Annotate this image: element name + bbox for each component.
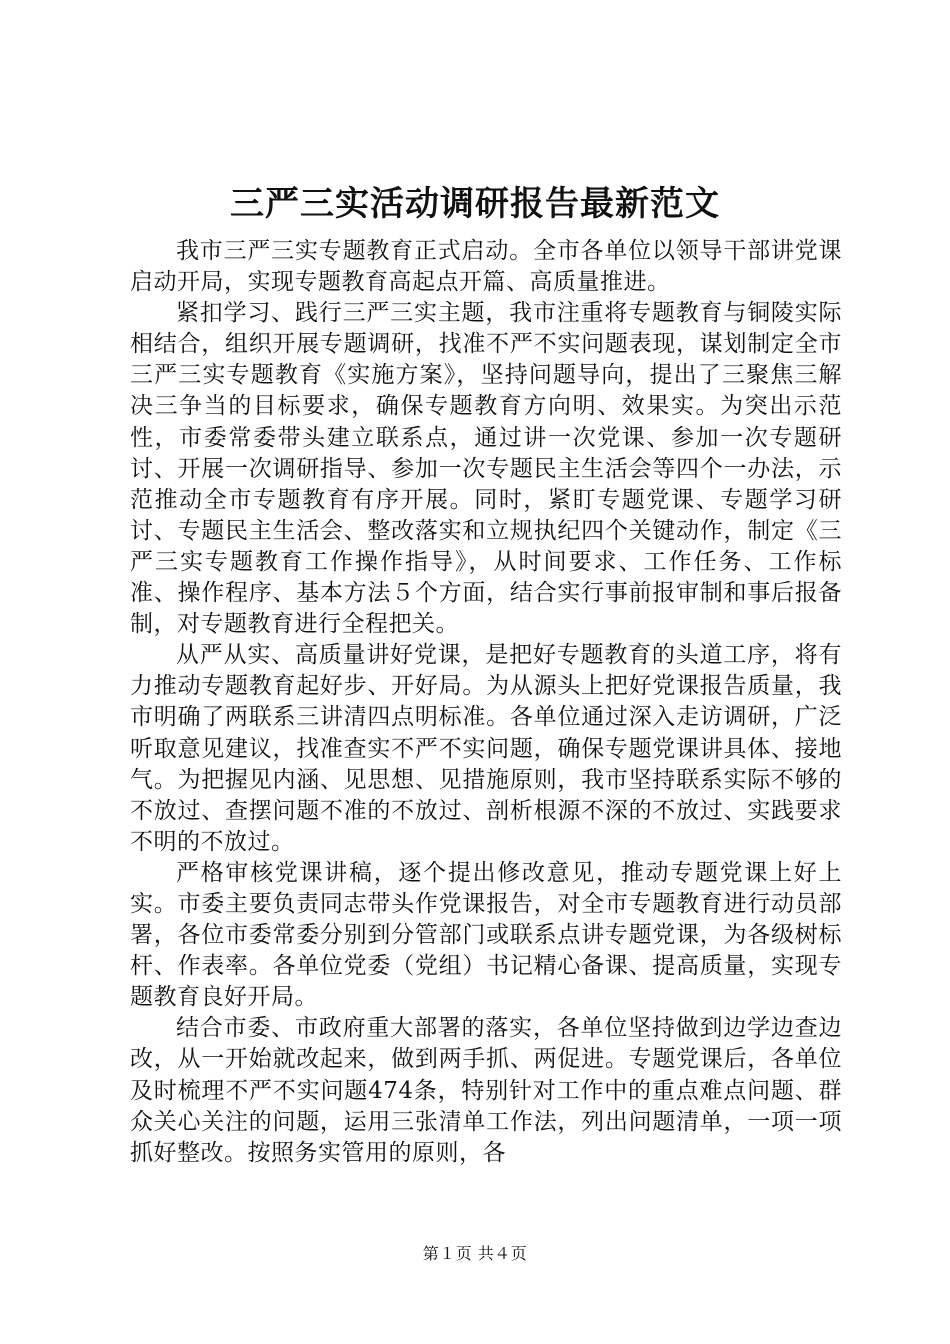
document-title: 三严三实活动调研报告最新范文 [230,184,720,224]
paragraph: 紧扣学习、践行三严三实主题，我市注重将专题教育与铜陵实际相结合，组织开展专题调研，找准不严不实问题表现，谋划制定全市三严三实专题教育《实施方案》，坚持问题导向，提出了三聚焦三解决三争当的目标要求，确保专题教育方向明、效果实。为突出示范性，市委常委带头建立联系点，通过讲一次党课、参加一次专题研讨、开展一次调研指导、参加一次专题民主生活会等四个一办法，示范推动全市专题教育有序开展。同时，紧盯专题党课、专题学习研讨、专题民主生活会、整改落实和立规执纪四个关键动作，制定《三严三实专题教育工作操作指导》，从时间要求、工作任务、工作标准、操作程序、基本方法５个方面，结合实行事前报审制和事后报备制，对专题教育进行全程把关。 [130,300,842,638]
paragraph: 严格审核党课讲稿，逐个提出修改意见，推动专题党课上好上实。市委主要负责同志带头作党课报告，对全市专题教育进行动员部署，各位市委常委分别到分管部门或联系点讲专题党课，为各级树标杆、作表率。各单位党委（党组）书记精心备课、提高质量，实现专题教育良好开局。 [130,859,842,1011]
page-footer: 第１页 共４页 [422,1244,528,1263]
document-body [130,236,842,1169]
paragraph: 我市三严三实专题教育正式启动。全市各单位以领导干部讲党课启动开局，实现专题教育高起点开篇、高质量推进。 [130,238,842,296]
paragraph: 结合市委、市政府重大部署的落实，各单位坚持做到边学边查边改，从一开始就改起来，做到两手抓、两促进。专题党课后，各单位及时梳理不严不实问题474条，特别针对工作中的重点难点问题、群众关心关注的问题，运用三张清单工作法，列出问题清单，一项一项抓好整改。按照务实管用的原则，各 [130,1015,842,1166]
paragraph: 从严从实、高质量讲好党课，是把好专题教育的头道工序，将有力推动专题教育起好步、开好局。为从源头上把好党课报告质量，我市明确了两联系三讲清四点明标准。各单位通过深入走访调研，广泛听取意见建议，找准查实不严不实问题，确保专题党课讲具体、接地气。为把握见内涵、见思想、见措施原则，我市坚持联系实际不够的不放过、查摆问题不准的不放过、剖析根源不深的不放过、实践要求不明的不放过。 [130,642,842,855]
